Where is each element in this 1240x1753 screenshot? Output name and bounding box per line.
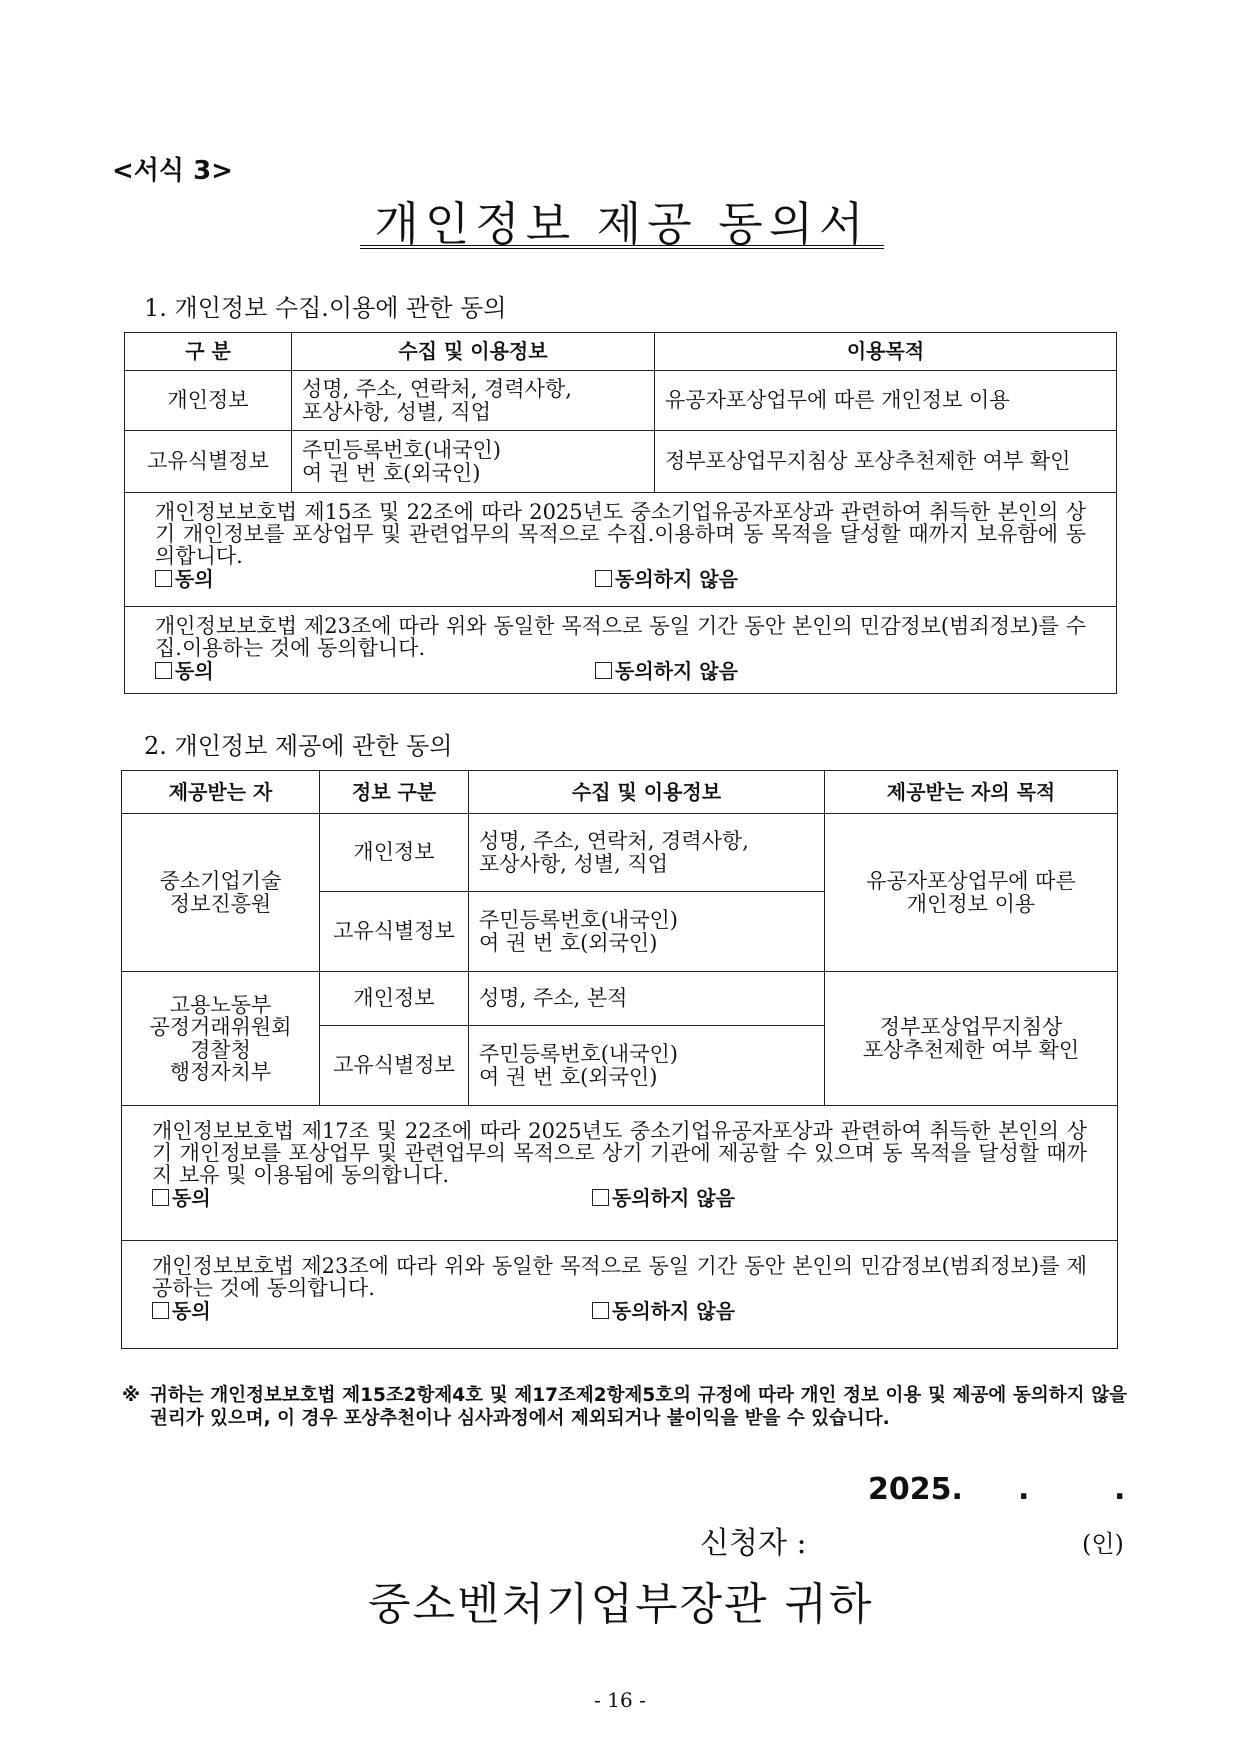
s1-consent1-text: 개인정보보호법 제15조 및 22조에 따라 2025년도 중소기업유공자포상과 관련하여 취득한 본인의 상기 개인정보를 포상업무 및 관련업무의 목적으로 수집.이용하며 동 목적을 달성할 때까지 보유함에 동의합니다. (155, 500, 1086, 569)
seal-label: (인) (1082, 1530, 1124, 1558)
agree-label: 동의 (172, 1186, 211, 1211)
s2-group1-recipient (122, 814, 320, 972)
s2-group2-recipient-line1: 고용노동부 (169, 993, 272, 1018)
s1-row1-info-line2: 포상사항, 성별, 직업 (302, 399, 491, 424)
s1-header-purpose: 이용목적 (655, 333, 1117, 371)
checkbox-icon[interactable] (592, 1189, 609, 1206)
s2-group2-recipient (122, 972, 320, 1106)
s2-consent1-agree-option[interactable] (152, 1188, 211, 1209)
s1-row1-category: 개인정보 (125, 371, 292, 431)
checkbox-icon[interactable] (595, 662, 612, 679)
s1-row1-info (292, 371, 655, 431)
notice-text: 귀하는 개인정보보호법 제15조2항제4호 및 제17조제2항제5호의 규정에 따라 개인 정보 이용 및 제공에 동의하지 않을 권리가 있으며, 이 경우 포상추천이나 심사과정에서 제외되거나 불이익을 받을 수 있습니다. (150, 1385, 1127, 1430)
s2-group2-purpose (825, 972, 1118, 1106)
s2-group1-purpose-line1: 유공자포상업무에 따른 (866, 869, 1076, 894)
s2-header-purpose: 제공받는 자의 목적 (825, 771, 1118, 814)
date-year: 2025. (868, 1472, 963, 1507)
s1-header-category: 구 분 (125, 333, 292, 371)
s2-group2-purpose-line2: 포상추천제한 여부 확인 (862, 1037, 1080, 1062)
s2-group1-recipient-line1: 중소기업기술 (159, 869, 282, 894)
disagree-label: 동의하지 않음 (612, 1299, 735, 1324)
section1-table (124, 332, 1117, 694)
s2-group1-purpose (825, 814, 1118, 972)
s2-group1-info2 (469, 892, 825, 972)
page-title: 개인정보 제공 동의서 (374, 197, 870, 251)
s1-consent1-agree-option[interactable] (155, 569, 214, 590)
s2-group1-info1 (469, 814, 825, 892)
form-number: <서식 3> (112, 156, 233, 186)
s1-row1-purpose: 유공자포상업무에 따른 개인정보 이용 (655, 371, 1117, 431)
s2-group2-info2-line1: 주민등록번호(내국인) (479, 1042, 678, 1067)
checkbox-icon[interactable] (152, 1189, 169, 1206)
s2-header-type: 정보 구분 (320, 771, 469, 814)
s2-group2-recipient-line4: 행정자치부 (169, 1059, 272, 1084)
disagree-label: 동의하지 않음 (615, 567, 738, 592)
s2-header-info: 수집 및 이용정보 (469, 771, 825, 814)
s2-header-recipient: 제공받는 자 (122, 771, 320, 814)
s2-group1-info2-line1: 주민등록번호(내국인) (479, 908, 678, 933)
checkbox-icon[interactable] (592, 1302, 609, 1319)
s2-group2-info2 (469, 1026, 825, 1106)
s2-consent2 (122, 1241, 1118, 1349)
checkbox-icon[interactable] (155, 662, 172, 679)
s2-group1-type2: 고유식별정보 (320, 892, 469, 972)
s2-consent1-text: 개인정보보호법 제17조 및 22조에 따라 2025년도 중소기업유공자포상과 관련하여 취득한 본인의 상기 개인정보를 포상업무 및 관련업무의 목적으로 상기 기관에 제공할 수 있으며 동 목적을 달성할 때까지 보유 및 이용됨에 동의합니다. (152, 1119, 1087, 1188)
s1-consent2 (125, 607, 1117, 694)
checkbox-icon[interactable] (155, 570, 172, 587)
s1-header-info: 수집 및 이용정보 (292, 333, 655, 371)
s2-group2-purpose-line1: 정부포상업무지침상 (879, 1015, 1063, 1040)
s1-row1-info-line1: 성명, 주소, 연락처, 경력사항, (302, 377, 572, 402)
notice (122, 1384, 1127, 1430)
s1-row2-category: 고유식별정보 (125, 431, 292, 493)
s2-group2-type1: 개인정보 (320, 972, 469, 1026)
section2-heading: 2. 개인정보 제공에 관한 동의 (144, 732, 453, 760)
title-underline (360, 245, 884, 249)
table-row (122, 814, 1118, 892)
checkbox-icon[interactable] (595, 570, 612, 587)
page-number: - 16 - (594, 1688, 646, 1712)
agree-label: 동의 (175, 567, 214, 592)
s2-group1-type1: 개인정보 (320, 814, 469, 892)
s2-group2-recipient-line3: 경찰청 (190, 1037, 251, 1062)
s2-group2-recipient-line2: 공정거래위원회 (149, 1015, 292, 1040)
date-month-dot: . (1018, 1472, 1030, 1507)
disagree-label: 동의하지 않음 (615, 659, 738, 684)
s1-row2-info-line2: 여 권 번 호(외국인) (302, 460, 481, 485)
s2-group1-info1-line1: 성명, 주소, 연락처, 경력사항, (479, 829, 749, 854)
date-day-dot: . (1114, 1472, 1126, 1507)
reference-mark-icon: ※ (122, 1385, 140, 1406)
s2-group2-info1: 성명, 주소, 본적 (469, 972, 825, 1026)
s1-consent2-text: 개인정보보호법 제23조에 따라 위와 동일한 목적으로 동일 기간 동안 본인의 민감정보(범죄정보)를 수집.이용하는 것에 동의합니다. (155, 614, 1086, 661)
s2-group2-type2: 고유식별정보 (320, 1026, 469, 1106)
s2-consent2-text: 개인정보보호법 제23조에 따라 위와 동일한 목적으로 동일 기간 동안 본인의 민감정보(범죄정보)를 제공하는 것에 동의합니다. (152, 1254, 1087, 1301)
s2-consent2-disagree-option[interactable] (592, 1301, 735, 1322)
s2-group1-info2-line2: 여 권 번 호(외국인) (479, 930, 658, 955)
s2-consent2-agree-option[interactable] (152, 1301, 211, 1322)
s1-consent2-disagree-option[interactable] (595, 661, 738, 682)
applicant-label: 신청자 : (700, 1526, 807, 1561)
table-row (122, 972, 1118, 1026)
s1-consent1-disagree-option[interactable] (595, 569, 738, 590)
section1-heading: 1. 개인정보 수집.이용에 관한 동의 (144, 294, 507, 322)
disagree-label: 동의하지 않음 (612, 1186, 735, 1211)
table-row (125, 431, 1117, 493)
agree-label: 동의 (172, 1299, 211, 1324)
s2-group1-info1-line2: 포상사항, 성별, 직업 (479, 851, 668, 876)
addressee: 중소벤처기업부장관 귀하 (368, 1579, 874, 1630)
section2-table (121, 770, 1118, 1349)
table-row (125, 371, 1117, 431)
agree-label: 동의 (175, 659, 214, 684)
s1-row2-purpose: 정부포상업무지침상 포상추천제한 여부 확인 (655, 431, 1117, 493)
s2-consent1-disagree-option[interactable] (592, 1188, 735, 1209)
s2-group1-recipient-line2: 정보진흥원 (169, 891, 272, 916)
s2-consent1 (122, 1106, 1118, 1241)
s1-consent2-agree-option[interactable] (155, 661, 214, 682)
s2-group2-info2-line2: 여 권 번 호(외국인) (479, 1064, 658, 1089)
s1-row2-info (292, 431, 655, 493)
checkbox-icon[interactable] (152, 1302, 169, 1319)
s2-group1-purpose-line2: 개인정보 이용 (906, 891, 1036, 916)
s1-consent1 (125, 493, 1117, 607)
s1-row2-info-line1: 주민등록번호(내국인) (302, 438, 501, 463)
